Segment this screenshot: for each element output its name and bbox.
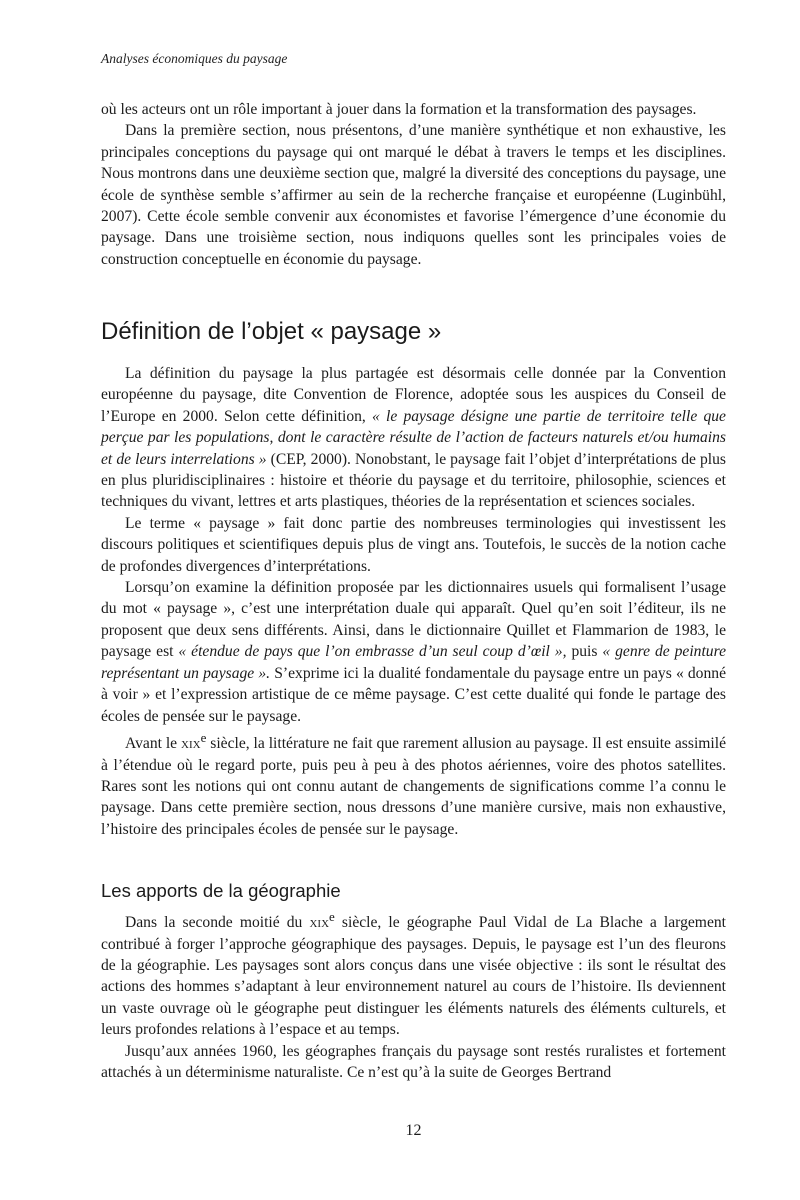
subsection-text	[101, 906, 726, 1083]
paragraph	[101, 577, 726, 727]
text-run: (CEP, 2000). Nonobstant, le paysage fait l’objet d’interprétations de plus en plus pluridisciplinaires : histoire et théorie du paysage et du territoire, philosophie, sciences et techniques du vivant, lettres et arts plastiques, théories de la représentation et sciences sociales.	[101, 450, 726, 511]
page-number: 12	[405, 1122, 422, 1139]
section-text	[101, 363, 726, 840]
text-run: puis	[571, 643, 598, 661]
text-run: Lorsqu’on examine la définition proposée par les dictionnaires usuels qui formalisent l’usage du mot « paysage », c’est une interprétation duale qui apparaît. Quel qu’en soit l’éditeur, ils ne proposent que deux sens différents. Ainsi, dans le dictionnaire Quillet et Flammarion de 1983, le paysage est	[101, 579, 726, 661]
paragraph	[101, 363, 726, 513]
paragraph: Jusqu’aux années 1960, les géographes français du paysage sont restés ruralistes et fortement attachés à un déterminisme naturaliste. Ce n’est qu’à la suite de Georges Bertrand	[101, 1042, 726, 1082]
text-run: Avant le	[125, 735, 178, 753]
paragraph: Dans la première section, nous présentons, d’une manière synthétique et non exhaustive, les principales conceptions du paysage qui ont marqué le débat à travers le temps et les disciplines. Nous montrons dans une deuxième section que, malgré la diversité des conceptions du paysage, une école de synthèse semble s’affirmer au sein de la recherche française et européenne (Luginbühl, 2007). Cette école semble convenir aux économistes et favorise l’émergence d’une économie du paysage. Dans une troisième section, nous indiquons quelles sont les principales voies de construction conceptuelle en économie du paysage.	[101, 122, 726, 268]
intro-text	[101, 99, 726, 270]
quotation: « le paysage désigne une partie de territoire telle que perçue par les populations, dont le caractère résulte de l’action de facteurs naturels et/ou humains et de leurs interrelations »	[101, 407, 726, 468]
century-numeral: xix	[309, 914, 330, 932]
paragraph: où les acteurs ont un rôle important à jouer dans la formation et la transformation des paysages.	[101, 101, 697, 118]
text-run: Dans la seconde moitié du	[125, 914, 303, 932]
paragraph: Le terme « paysage » fait donc partie des nombreuses terminologies qui investissent les discours politiques et scientifiques depuis plus de vingt ans. Toutefois, le succès de la notion cache de profondes divergences d’interprétations.	[101, 514, 726, 575]
paragraph	[101, 727, 726, 840]
text-run: siècle, la littérature ne fait que rarement allusion au paysage. Il est ensuite assimilé à l’étendue où le regard porte, puis peu à peu à des photos aériennes, voire des photos satellites. Rares sont les notions qui ont connu autant de changements de significations comme l’a connu le paysage. Dans cette première section, nous dressons d’une manière cursive, mais non exhaustive, l’histoire des principales écoles de pensée sur le paysage.	[101, 735, 726, 838]
paragraph	[101, 906, 726, 1041]
superscript: e	[200, 729, 207, 745]
text-run: La définition du paysage la plus partagée est désormais celle donnée par la Convention européenne du paysage, dite Convention de Florence, adoptée sous les auspices du Conseil de l’Europe en 2000. Selon cette définition,	[101, 365, 726, 425]
subsection-heading: Les apports de la géographie	[101, 880, 341, 901]
century-numeral: xix	[181, 735, 201, 753]
text-run: siècle, le géographe Paul Vidal de La Blache a largement contribué à forger l’approche géographique des paysages. Depuis, le paysage est l’un des fleurons de la géographie. Les paysages sont alors conçus dans une visée objective : ils sont le résultat des actions des hommes s’adaptant à leur environnement naturel au cours de l’histoire. Ils deviennent un vaste ouvrage où le géographe peut distinguer les éléments naturels des éléments culturels, et leurs profondes relations à l’espace et au temps.	[101, 914, 726, 1039]
running-head: Analyses économiques du paysage	[101, 51, 288, 66]
superscript: e	[329, 909, 335, 924]
quotation: « étendue de pays que l’on embrasse d’un seul coup d’œil »,	[178, 643, 567, 661]
text-run: S’exprime ici la dualité fondamentale du paysage entre un pays « donné à voir » et l’expression artistique de ce même paysage. C’est cette dualité qui fonde le partage des écoles de pensée sur le paysage.	[101, 664, 726, 725]
book-page	[101, 0, 726, 1200]
quotation: « genre de peinture représentant un paysage ».	[101, 643, 727, 682]
section-heading: Définition de l’objet « paysage »	[101, 318, 442, 345]
